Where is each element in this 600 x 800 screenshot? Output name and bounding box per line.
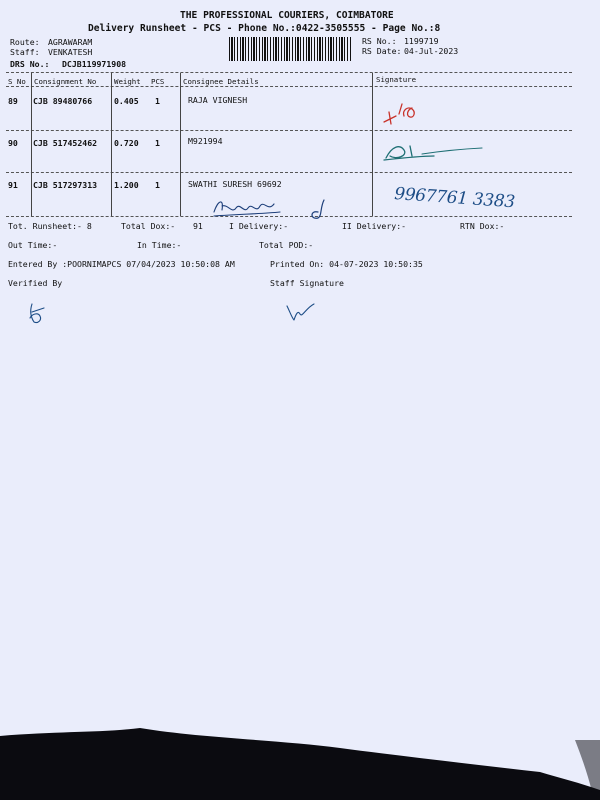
total-pod-label: Total POD:- (259, 240, 314, 250)
tot-runsheet: Tot. Runsheet:- 8 (8, 221, 92, 231)
staff-value: VENKATESH (48, 47, 93, 57)
col-header-consignment: Consignment No (34, 77, 97, 86)
rs-date-value: 04-Jul-2023 (404, 46, 459, 56)
row-sno: 91 (8, 180, 18, 190)
col-header-pcs: PCS (151, 77, 165, 86)
drs-value: DCJB119971908 (62, 59, 127, 69)
row-consignment: CJB 517297313 (33, 180, 98, 190)
out-time-label: Out Time:- (8, 240, 58, 250)
row-consignee: M921994 (188, 136, 223, 146)
company-title: THE PROFESSIONAL COURIERS, COIMBATORE (180, 10, 394, 21)
row-weight: 0.405 (114, 96, 139, 106)
row-sno: 90 (8, 138, 18, 148)
row-pcs: 1 (155, 180, 160, 190)
entered-by: Entered By :POORNIMAPCS 07/04/2023 10:50:08 AM (8, 259, 235, 269)
col-header-weight: Weight (114, 77, 141, 86)
col-header-sno: S No (8, 77, 26, 86)
ii-delivery-label: II Delivery:- (342, 221, 407, 231)
col-header-consignee: Consignee Details (183, 77, 259, 86)
staff-label: Staff: (10, 47, 40, 57)
row-pcs: 1 (155, 96, 160, 106)
route-value: AGRAWARAM (48, 37, 93, 47)
drs-label: DRS No.: (10, 59, 50, 69)
rs-no-value: 1199719 (404, 36, 439, 46)
rtn-dox-label: RTN Dox:- (460, 221, 505, 231)
col-header-signature: Signature (376, 75, 417, 84)
total-dox-label: Total Dox:- (121, 221, 176, 231)
row-consignment: CJB 89480766 (33, 96, 93, 106)
i-delivery-label: I Delivery:- (229, 221, 289, 231)
row-consignment: CJB 517452462 (33, 138, 98, 148)
row-pcs: 1 (155, 138, 160, 148)
row91-phone-handwritten: 9967761 3383 (393, 184, 516, 213)
row-consignee: SWATHI SURESH 69692 (188, 179, 282, 189)
staff-signature-label: Staff Signature (270, 278, 344, 288)
printed-on: Printed On: 04-07-2023 10:50:35 (270, 259, 423, 269)
in-time-label: In Time:- (137, 240, 182, 250)
total-dox-value: 91 (193, 221, 203, 231)
rs-date-label: RS Date: (362, 46, 402, 56)
row-weight: 0.720 (114, 138, 139, 148)
row-consignee: RAJA VIGNESH (188, 95, 248, 105)
row-weight: 1.200 (114, 180, 139, 190)
rs-no-label: RS No.: (362, 36, 397, 46)
runsheet-subtitle: Delivery Runsheet - PCS - Phone No.:0422-3505555 - Page No.:8 (88, 23, 441, 34)
route-label: Route: (10, 37, 40, 47)
verified-by-label: Verified By (8, 278, 63, 288)
row-sno: 89 (8, 96, 18, 106)
